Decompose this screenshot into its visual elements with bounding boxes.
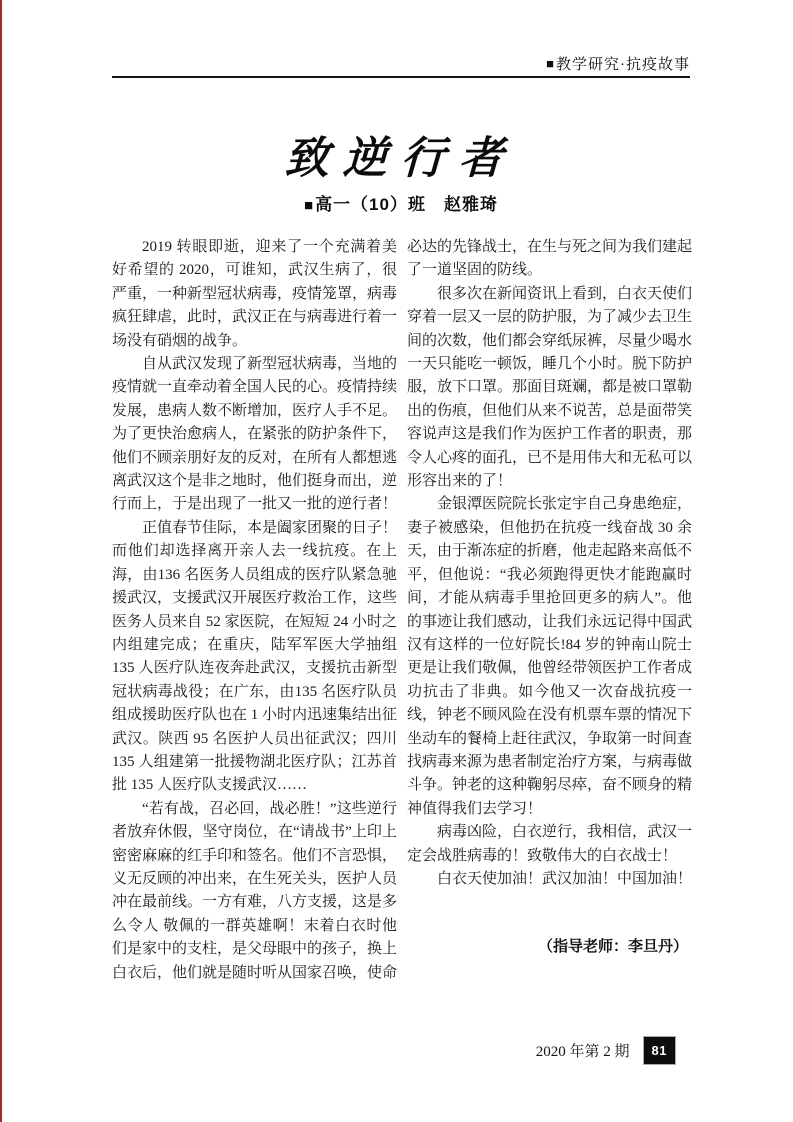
header-rule <box>112 76 690 78</box>
byline-marker-icon: ■ <box>304 197 315 214</box>
section-label: 教学研究·抗疫故事 <box>556 57 690 73</box>
page-left-edge-line <box>0 0 2 1122</box>
paragraph: 白衣天使加油！武汉加油！中国加油！ <box>437 870 692 887</box>
paragraph: 病毒凶险，白衣逆行，我相信，武汉一定会战胜病毒的！致敬伟大的白衣战士！ <box>407 824 692 864</box>
issue-label: 2020 年第 2 期 <box>535 1044 630 1060</box>
article-title: 致逆行者 <box>283 134 518 183</box>
article-body <box>112 236 692 994</box>
byline <box>112 190 690 215</box>
byline-text: 高一（10）班 赵雅琦 <box>315 195 498 214</box>
paragraph: 2019 转眼即逝，迎来了一个充满着美好希望的 2020，可谁知，武汉生病了，很严重，一种新型冠状病毒，疫情笼罩，病毒疯狂肆虐，此时，武汉正在与病毒进行着一场没有硝烟的战争。 <box>112 239 398 349</box>
paragraph: 正值春节佳际，本是阖家团聚的日子！而他们却选择离开亲人去一线抗疫。在上海，由136 名医务人员组成的医疗队紧急驰援武汉，支援武汉开展医疗救治工作，这些医务人员来自 52 家医院，在短短 24 小时之内组建完成；在重庆，陆军军医大学抽组 135 人医疗队连夜奔赴武汉，支援抗击新型冠状病毒战役；在广东，由135 名医疗队员组成援助医疗队也在 1 小时内迅速集结出征武汉。陕西 95 名医护人员出征武汉；四川 135 人组建第一批援物湖北医疗队；江苏首批 135 人医疗队支援武汉…… <box>112 519 398 794</box>
paragraph: “若有战，召必回，战必胜！”这些逆行者放弃休假，坚守岗位，在“请战书”上印上密密麻麻的红手印和签名。他们不言恐惧，义无反顾的冲出来，在生死关头，医护人员冲在最前线。一方有难，八方支援，这是多么令人 敬佩的一群英雄啊！末着白衣时他们是家中的支柱，是父母眼中的孩子，换上白衣后，他们就是随时听从国家召唤，使命必达的先锋战士，在生与死之间为我们建起了一道坚固的防线。 <box>112 239 692 981</box>
page-number-badge: 81 <box>643 1036 676 1065</box>
page-footer <box>112 1036 676 1065</box>
paragraph: 很多次在新闻资讯上看到，白衣天使们穿着一层又一层的防护服，为了减少去卫生间的次数，他们都会穿纸尿裤，尽量少喝水一天只能吃一顿饭，睡几个小时。脱下防护服，放下口罩。那面目斑斓，都是被口罩勒出的伤痕，但他们从来不说苦，总是面带笑容说声这是我们作为医护工作者的职责，那令人心疼的面孔，已不是用伟大和无私可以形容出来的了！ <box>407 285 692 490</box>
section-marker-icon: ■ <box>546 56 555 71</box>
paragraph: 自从武汉发现了新型冠状病毒，当地的疫情就一直牵动着全国人民的心。疫情持续发展，患病人数不断增加，医疗人手不足。为了更快治愈病人，在紧张的防护条件下，他们不顾亲朋好友的反对，在所有人都想逃离武汉这个是非之地时，他们挺身而出，逆行而上，于是出现了一批又一批的逆行者！ <box>112 356 398 513</box>
running-head <box>112 53 690 74</box>
paragraph: 金银潭医院院长张定宇自己身患绝症，妻子被感染，但他扔在抗疫一线奋战 30 余天，由于渐冻症的折磨，他走起路来高低不平，但他说：“我必须跑得更快才能跑赢时间，才能从病毒手里抢回更多的病人”。他的事迹让我们感动，让我们永远记得中国武汉有这样的一位好院长!84 岁的钟南山院士更是让我们敬佩，他曾经带领医护工作者成功抗击了非典。如今他又一次奋战抗疫一线，钟老不顾风险在没有机票车票的情况下坐动车的餐椅上赶往武汉，争取第一时间查找病毒来源为患者制定治疗方案，与病毒做斗争。钟老的这种鞠躬尽瘁，奋不顾身的精神值得我们去学习！ <box>407 496 692 817</box>
teacher-note: （指导老师：李旦丹） <box>537 938 688 956</box>
